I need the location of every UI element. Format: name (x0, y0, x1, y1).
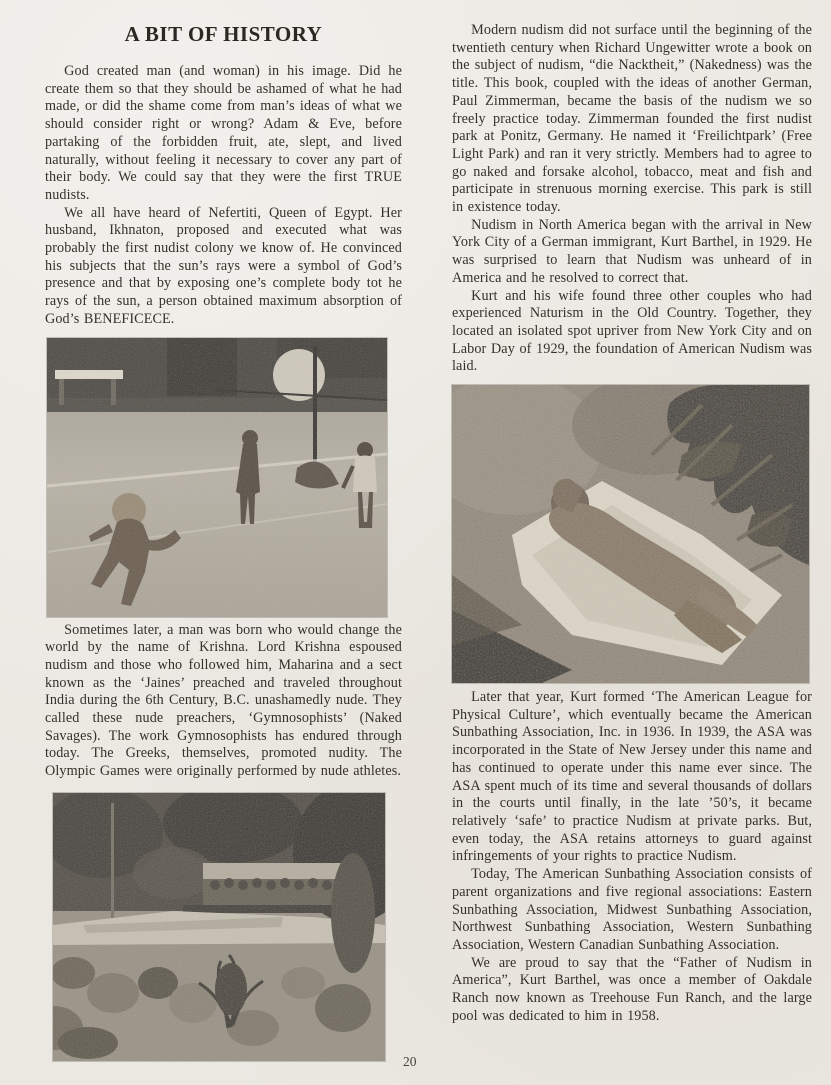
paragraph-creation: God created man (and woman) in his image. Did he create them so that they should be ashamed of what he had made, or did the shame come from man’s ideas of what we should consider right or wrong? Adam & Eve, before partaking of the forbidden fruit, ate, slept, and lived naturally, without feeling it necessary to cover any part of their body. We could say that they were the first TRUE nudists. (45, 63, 402, 203)
paragraph-asa-history: Later that year, Kurt formed ‘The American League for Physical Culture’, which eventually became the American Sunbathing Association, Inc. in 1936. In 1939, the ASA was incorporated in the State of New Jersey under this name and has continued to operate under this name ever since. The ASA spent much of its time and several thousands of dollars in the courts until finally, in the late ’50’s, it became relatively ‘safe’ to practice Nudism at private parks. But, even today, the ASA retains attorneys to guard against infringements of your rights to practice Nudism. (452, 689, 812, 865)
paragraph-modern-nudism: Modern nudism did not surface until the beginning of the twentieth century when Richard Ungewitter wrote a book on the subject of nudism, “die Nacktheit,” (Nakedness) was the title. This book, coupled with the ideas of another German, Paul Zimmerman, became the basis of the nudism we so freely practice today. Zimmerman founded the first nudist park at Ponitz, Germany. He named it ‘Freilichtpark’ (Free Light Park) and ran it very strictly. Members had to agree to go naked and forsake alcohol, tobacco, meat and fish and participate in strenuous morning exercise. This park is still in existence today. (452, 22, 812, 216)
right-column (452, 10, 812, 1085)
left-column (45, 10, 402, 1085)
paragraph-krishna: Sometimes later, a man was born who would change the world by the name of Krishna. Lord Krishna espoused nudism and those who followed him, Maharina and a sect known as the ‘Jaines’ preached and traveled throughout India during the 6th Century, B.C. unashamedly nude. They called these nude preachers, ‘Gymnosophists’ (Naked Savages). The work Gymnosophists has endured through today. The Greeks, themselves, promoted nudity. The Olympic Games were originally performed by nude athletes. (45, 621, 402, 780)
page-number: 20 (403, 1054, 417, 1069)
page-title: A BIT OF HISTORY (124, 22, 323, 46)
photo-sunbather-towel (452, 385, 809, 683)
paragraph-nefertiti: We all have heard of Nefertiti, Queen of Egypt. Her husband, Ikhnaton, proposed and executed what was probably the first nudist colony we know of. He convinced his subjects that the sun’s rays were a symbol of God’s presence and that by exposing one’s complete body tot he rays of the sun, a person obtained maximum absorption of God’s BENEFICECE. (45, 204, 402, 327)
paragraph-north-america: Nudism in North America began with the arrival in New York City of a German immigrant, Kurt Barthel, in 1929. He was surprised to learn that Nudism was unheard of in America and he resolved to correct that. (452, 216, 812, 286)
paragraph-kurt-wife: Kurt and his wife found three other couples who had experienced Naturism in the Old Country. Together, they located an isolated spot upriver from New York City and on Labor Day of 1929, the foundation of American Nudism was laid. (452, 287, 812, 375)
paragraph-father-of-nudism: We are proud to say that the “Father of Nudism in America”, Kurt Barthel, was once a member of Oakdale Ranch now known as Treehouse Fun Ranch, and the large pool was dedicated to him in 1958. (452, 954, 812, 1024)
photo-pool-gathering (53, 793, 385, 1061)
photo-children-ball-court (47, 338, 387, 617)
paragraph-asa-regions: Today, The American Sunbathing Association consists of parent organizations and five regional associations: Eastern Sunbathing Association, Midwest Sunbathing Association, Northwest Sunbathing Association, Western Sunbathing Association, Western Canadian Sunbathing Association. (452, 866, 812, 953)
